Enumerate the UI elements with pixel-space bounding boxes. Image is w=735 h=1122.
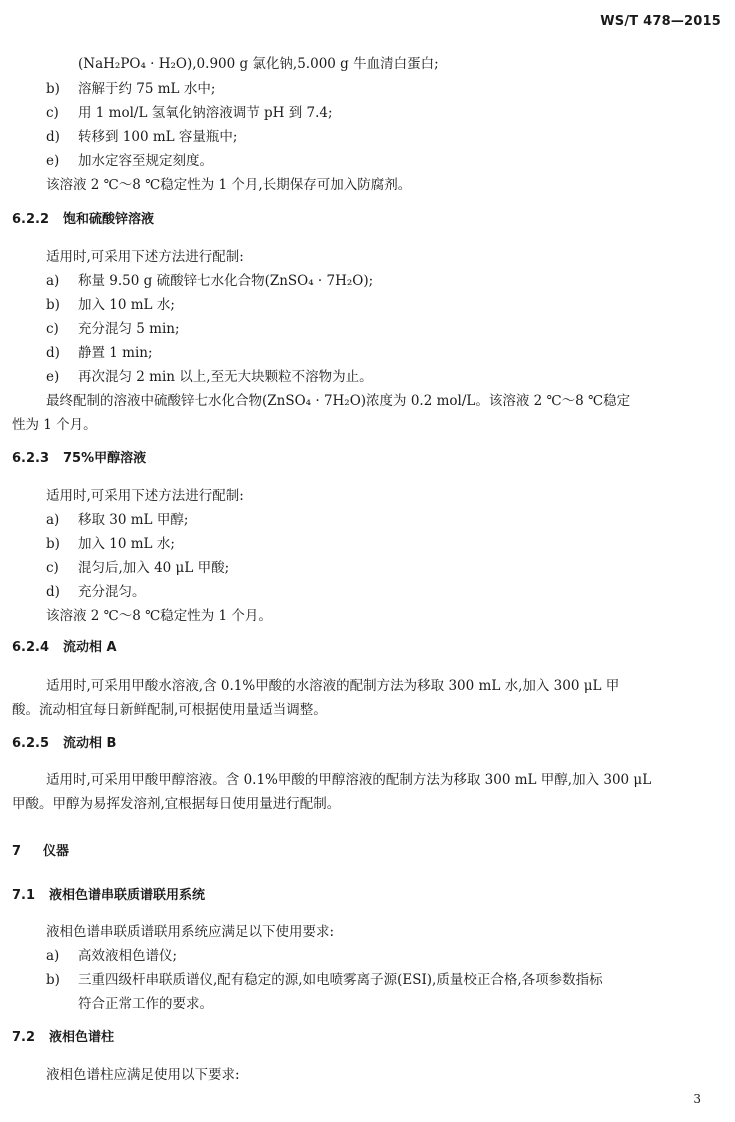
paragraph: 该溶液 2 ℃～8 ℃稳定性为 1 个月。 <box>46 608 272 624</box>
list-item-text: 静置 1 min; <box>78 345 153 361</box>
list-marker: d) <box>46 345 60 361</box>
list-item <box>46 341 153 365</box>
paragraph: 适用时,可采用甲酸水溶液,含 0.1%甲酸的水溶液的配制方法为移取 300 mL 水,加入 300 μL 甲 <box>46 678 620 694</box>
list-marker: a) <box>46 948 60 964</box>
list-item-text: 再次混匀 2 min 以上,至无大块颗粒不溶物为止。 <box>78 369 373 385</box>
section-heading <box>12 732 116 756</box>
list-item <box>46 532 175 556</box>
document-standard-number: WS/T 478—2015 <box>600 14 721 29</box>
list-marker: c) <box>46 105 59 121</box>
section-heading <box>12 884 205 908</box>
section-number: 6.2.2 <box>12 212 50 227</box>
list-item <box>46 508 188 532</box>
list-item <box>46 365 373 389</box>
paragraph-continuation: 酸。流动相宜每日新鲜配制,可根据使用量适当调整。 <box>12 702 327 718</box>
list-item <box>46 944 177 968</box>
list-marker: a) <box>46 273 60 289</box>
list-item-text: 高效液相色谱仪; <box>78 948 178 964</box>
section-title: 流动相 A <box>63 640 117 655</box>
list-item <box>46 968 603 992</box>
list-item-text: 称量 9.50 g 硫酸锌七水化合物(ZnSO₄ · 7H₂O); <box>78 273 374 289</box>
text-line: (NaH₂PO₄ · H₂O),0.900 g 氯化钠,5.000 g 牛血清白蛋白; <box>78 56 439 72</box>
list-item-text: 三重四级杆串联质谱仪,配有稳定的源,如电喷雾离子源(ESI),质量校正合格,各项参数指标 <box>78 972 603 988</box>
paragraph: 适用时,可采用甲酸甲醇溶液。含 0.1%甲酸的甲醇溶液的配制方法为移取 300 mL 甲醇,加入 300 μL <box>46 772 652 788</box>
section-heading <box>12 447 146 471</box>
list-item-text: 充分混匀 5 min; <box>78 321 180 337</box>
list-item <box>46 149 213 173</box>
list-item-text: 混匀后,加入 40 μL 甲酸; <box>78 560 230 576</box>
list-item <box>46 101 333 125</box>
section-heading <box>12 208 154 232</box>
list-item <box>46 556 229 580</box>
list-marker: d) <box>46 129 60 145</box>
list-item <box>46 269 373 293</box>
list-item <box>46 125 237 149</box>
list-item-text: 加入 10 mL 水; <box>78 536 175 552</box>
list-item-text: 溶解于约 75 mL 水中; <box>78 81 216 97</box>
section-heading <box>12 1026 114 1050</box>
paragraph: 液相色谱柱应满足使用以下要求: <box>46 1067 240 1083</box>
chapter-heading <box>12 840 69 864</box>
list-marker: b) <box>46 972 60 988</box>
section-title: 75%甲醇溶液 <box>63 451 147 466</box>
paragraph: 液相色谱串联质谱联用系统应满足以下使用要求: <box>46 924 335 940</box>
paragraph-continuation: 甲酸。甲醇为易挥发溶剂,宜根据每日使用量进行配制。 <box>12 796 341 812</box>
paragraph-continuation: 性为 1 个月。 <box>12 417 97 433</box>
list-marker: c) <box>46 560 59 576</box>
list-item-text: 转移到 100 mL 容量瓶中; <box>78 129 238 145</box>
list-item-continuation: 符合正常工作的要求。 <box>78 996 213 1012</box>
section-title: 液相色谱柱 <box>49 1030 115 1045</box>
list-item <box>46 77 215 101</box>
section-number: 7.1 <box>12 888 36 903</box>
list-marker: b) <box>46 297 60 313</box>
section-title: 饱和硫酸锌溶液 <box>63 212 155 227</box>
list-item <box>46 293 175 317</box>
list-marker: c) <box>46 321 59 337</box>
section-number: 7.2 <box>12 1030 36 1045</box>
list-marker: b) <box>46 81 60 97</box>
section-title: 仪器 <box>43 844 70 859</box>
list-marker: b) <box>46 536 60 552</box>
section-heading <box>12 636 117 660</box>
list-item-text: 用 1 mol/L 氢氧化钠溶液调节 pH 到 7.4; <box>78 105 333 121</box>
paragraph: 适用时,可采用下述方法进行配制: <box>46 249 244 265</box>
list-marker: d) <box>46 584 60 600</box>
list-item <box>46 317 180 341</box>
list-item-text: 移取 30 mL 甲醇; <box>78 512 189 528</box>
section-title: 液相色谱串联质谱联用系统 <box>49 888 206 903</box>
section-number: 6.2.3 <box>12 451 50 466</box>
list-marker: e) <box>46 153 60 169</box>
list-item-text: 充分混匀。 <box>78 584 146 600</box>
page-number: 3 <box>693 1092 701 1106</box>
list-item-text: 加水定容至规定刻度。 <box>78 153 213 169</box>
section-number: 6.2.4 <box>12 640 50 655</box>
list-marker: e) <box>46 369 60 385</box>
paragraph: 最终配制的溶液中硫酸锌七水化合物(ZnSO₄ · 7H₂O)浓度为 0.2 mol/L。该溶液 2 ℃～8 ℃稳定 <box>46 393 631 409</box>
section-title: 流动相 B <box>63 736 117 751</box>
section-number: 7 <box>12 844 22 859</box>
section-number: 6.2.5 <box>12 736 50 751</box>
paragraph: 适用时,可采用下述方法进行配制: <box>46 488 244 504</box>
list-item <box>46 580 146 604</box>
paragraph: 该溶液 2 ℃～8 ℃稳定性为 1 个月,长期保存可加入防腐剂。 <box>46 177 412 193</box>
list-item-text: 加入 10 mL 水; <box>78 297 175 313</box>
list-marker: a) <box>46 512 60 528</box>
